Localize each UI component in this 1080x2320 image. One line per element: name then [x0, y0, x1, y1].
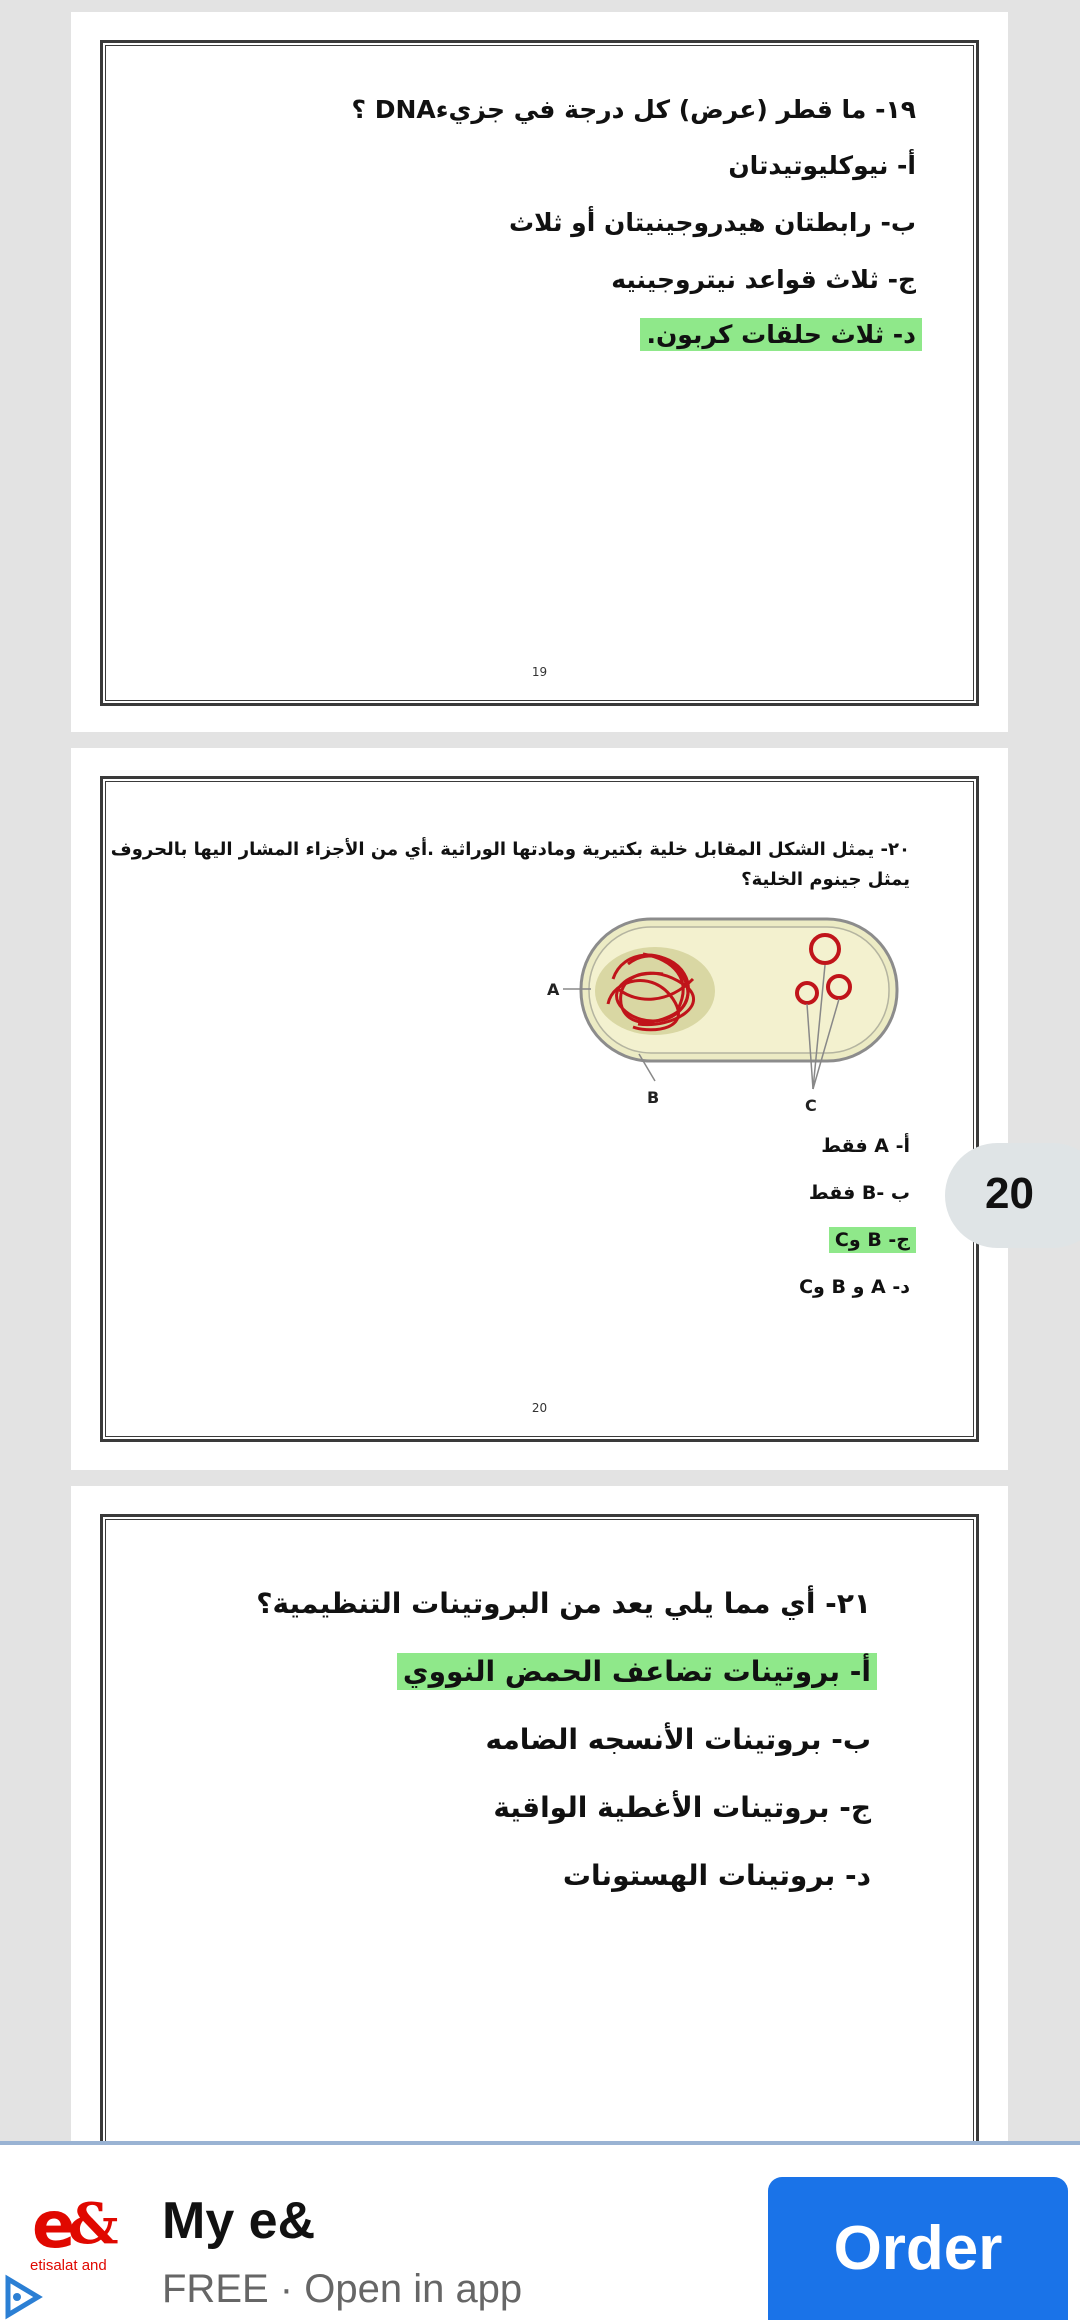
question-21: ٢١- أي مما يلي يعد من البروتينات التنظيمية؟	[256, 1587, 871, 1620]
slide-21	[71, 1486, 1008, 2166]
page-indicator	[945, 1143, 1080, 1248]
question-20-line2: يمثل جينوم الخلية؟	[741, 869, 910, 890]
option-b: ب- رابطتان هيدروجينيتان أو ثلاث	[508, 208, 916, 237]
option-c: ج- ثلاث قواعد نيتروجينيه	[611, 265, 916, 294]
ad-banner[interactable]	[0, 2141, 1080, 2320]
option-a: أ- A فقط	[821, 1135, 910, 1157]
bacterial-cell-diagram	[543, 909, 903, 1129]
page-number: 19	[531, 665, 548, 679]
correct-answer-highlight: ج- B وC	[829, 1227, 916, 1253]
option-a: أ- نيوكليوتيدتان	[728, 151, 916, 180]
slide-frame	[100, 40, 979, 706]
option-c-correct	[829, 1229, 916, 1251]
option-b: ب -B فقط	[808, 1182, 910, 1204]
order-button[interactable]: Order	[768, 2177, 1068, 2320]
page-number: 20	[531, 1401, 548, 1415]
adchoices-icon[interactable]	[0, 2265, 46, 2320]
slide-19	[71, 12, 1008, 732]
question-19: ١٩- ما قطر (عرض) كل درجة في جزيءDNA ؟	[351, 95, 916, 124]
slide-20	[71, 748, 1008, 1470]
correct-answer-highlight: أ- بروتينات تضاعف الحمض النووي	[397, 1653, 877, 1690]
option-c: ج- بروتينات الأغطية الواقية	[493, 1791, 871, 1824]
ad-title[interactable]: My e&	[162, 2192, 316, 2250]
option-d: د- A و B وC	[799, 1276, 910, 1298]
correct-answer-highlight: د- ثلاث حلقات كربون.	[640, 318, 922, 351]
slide-frame	[100, 776, 979, 1442]
label-b: B	[647, 1088, 660, 1107]
logo-text: etisalat and	[30, 2257, 107, 2274]
question-20-line1: ٢٠- يمثل الشكل المقابل خلية بكتيرية ومادتها الوراثية .أي من الأجزاء المشار اليها بالحروف	[110, 839, 910, 860]
svg-text:e: e	[32, 2189, 76, 2263]
label-a: A	[547, 980, 560, 999]
svg-text:&: &	[68, 2191, 119, 2257]
slide-frame	[100, 1514, 979, 2214]
label-c: C	[805, 1096, 817, 1115]
option-d-correct	[640, 320, 922, 349]
option-d: د- بروتينات الهستونات	[562, 1859, 871, 1892]
option-b: ب- بروتينات الأنسجه الضامه	[485, 1723, 871, 1756]
etisalat-logo-icon	[28, 2185, 124, 2265]
ad-subtitle: FREE · Open in app	[162, 2267, 523, 2311]
page-indicator-number: 20	[985, 1169, 1034, 1218]
option-a-correct	[397, 1655, 877, 1688]
